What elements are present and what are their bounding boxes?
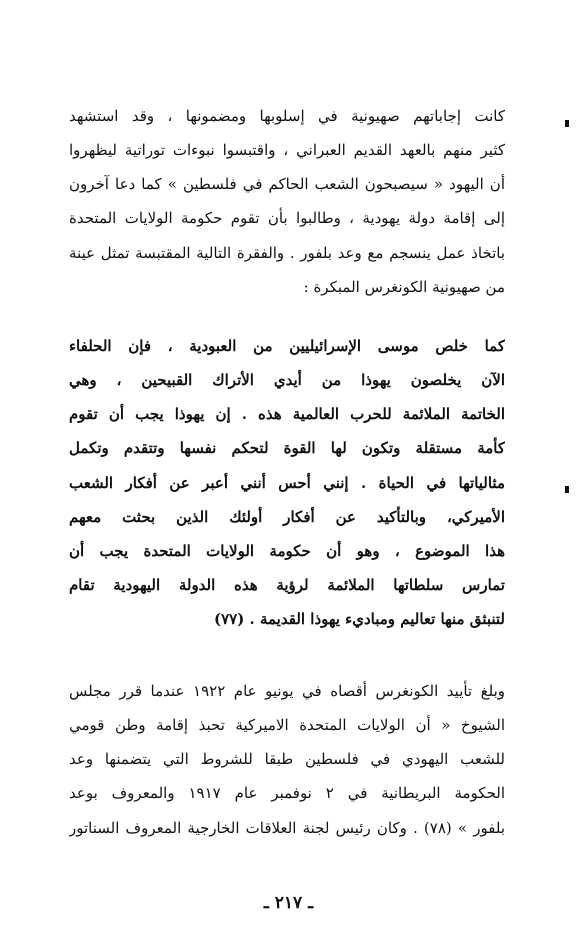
quote-line: الأميركي، وبالتأكيد عن أفكار أولئك الذين بحثت معهم: [69, 508, 505, 526]
text-line: الحكومة البريطانية في ٢ نوفمبر عام ١٩١٧ والمعروف بوعد: [69, 784, 505, 802]
quote-line: هذا الموضوع ، وهو أن حكومة الولايات المتحدة يجب أن: [69, 542, 505, 560]
text-line: كثير منهم بالعهد القديم العبراني ، واقتبسوا نبوءات توراتية ليظهروا: [69, 141, 505, 159]
text-line: كانت إجاباتهم صهيونية في إسلوبها ومضمونها ، وقد استشهد: [69, 107, 505, 125]
margin-mark: [565, 486, 569, 493]
quote-line: مثالياتها في الحياة . إنني أحس أنني أعبر عن أفكار الشعب: [69, 474, 505, 492]
text-line: أن اليهود « سيصبحون الشعب الحاكم في فلسطين » كما دعا آخرون: [69, 175, 505, 193]
text-line: للشعب اليهودي في فلسطين طبقا للشروط التي يتضمنها وعد: [69, 750, 505, 768]
page-number: ـ ٢١٧ ـ: [263, 893, 314, 913]
quote-line: تمارس سلطاتها الملائمة لرؤية هذه الدولة اليهودية تقام: [69, 576, 505, 594]
text-line: وبلغ تأييد الكونغرس أقصاه في يونيو عام ١٩٢٢ عندما قرر مجلس: [69, 682, 505, 700]
margin-mark: [565, 120, 569, 127]
quote-line: كما خلص موسى الإسرائيليين من العبودية ، فإن الحلفاء: [69, 337, 505, 355]
text-line: إلى إقامة دولة يهودية ، وطالبوا بأن تقوم حكومة الولايات المتحدة: [69, 209, 505, 227]
text-line: من صهيونية الكونغرس المبكرة :: [303, 278, 505, 296]
text-line: الشيوخ « أن الولايات المتحدة الاميركية تحبذ إقامة وطن قومي: [69, 716, 505, 734]
quote-line: الآن يخلصون يهوذا من أيدي الأتراك القبيحين ، وهي: [69, 371, 505, 389]
text-line: بلفور » (٧٨) . وكان رئيس لجنة العلاقات الخارجية المعروف السناتور: [69, 819, 505, 837]
quote-line: كأمة مستقلة وتكون لها القوة لتحكم نفسها وتتقدم وتكمل: [69, 439, 505, 457]
quote-line: الخاتمة الملائمة للحرب العالمية هذه . إن يهوذا يجب أن تقوم: [69, 405, 505, 423]
text-line: باتخاذ عمل ينسجم مع وعد بلفور . والفقرة التالية المقتبسة تمثل عينة: [69, 244, 505, 262]
quote-line: لتنبثق منها تعاليم ومباديء يهوذا القديمة . (٧٧): [213, 610, 505, 628]
